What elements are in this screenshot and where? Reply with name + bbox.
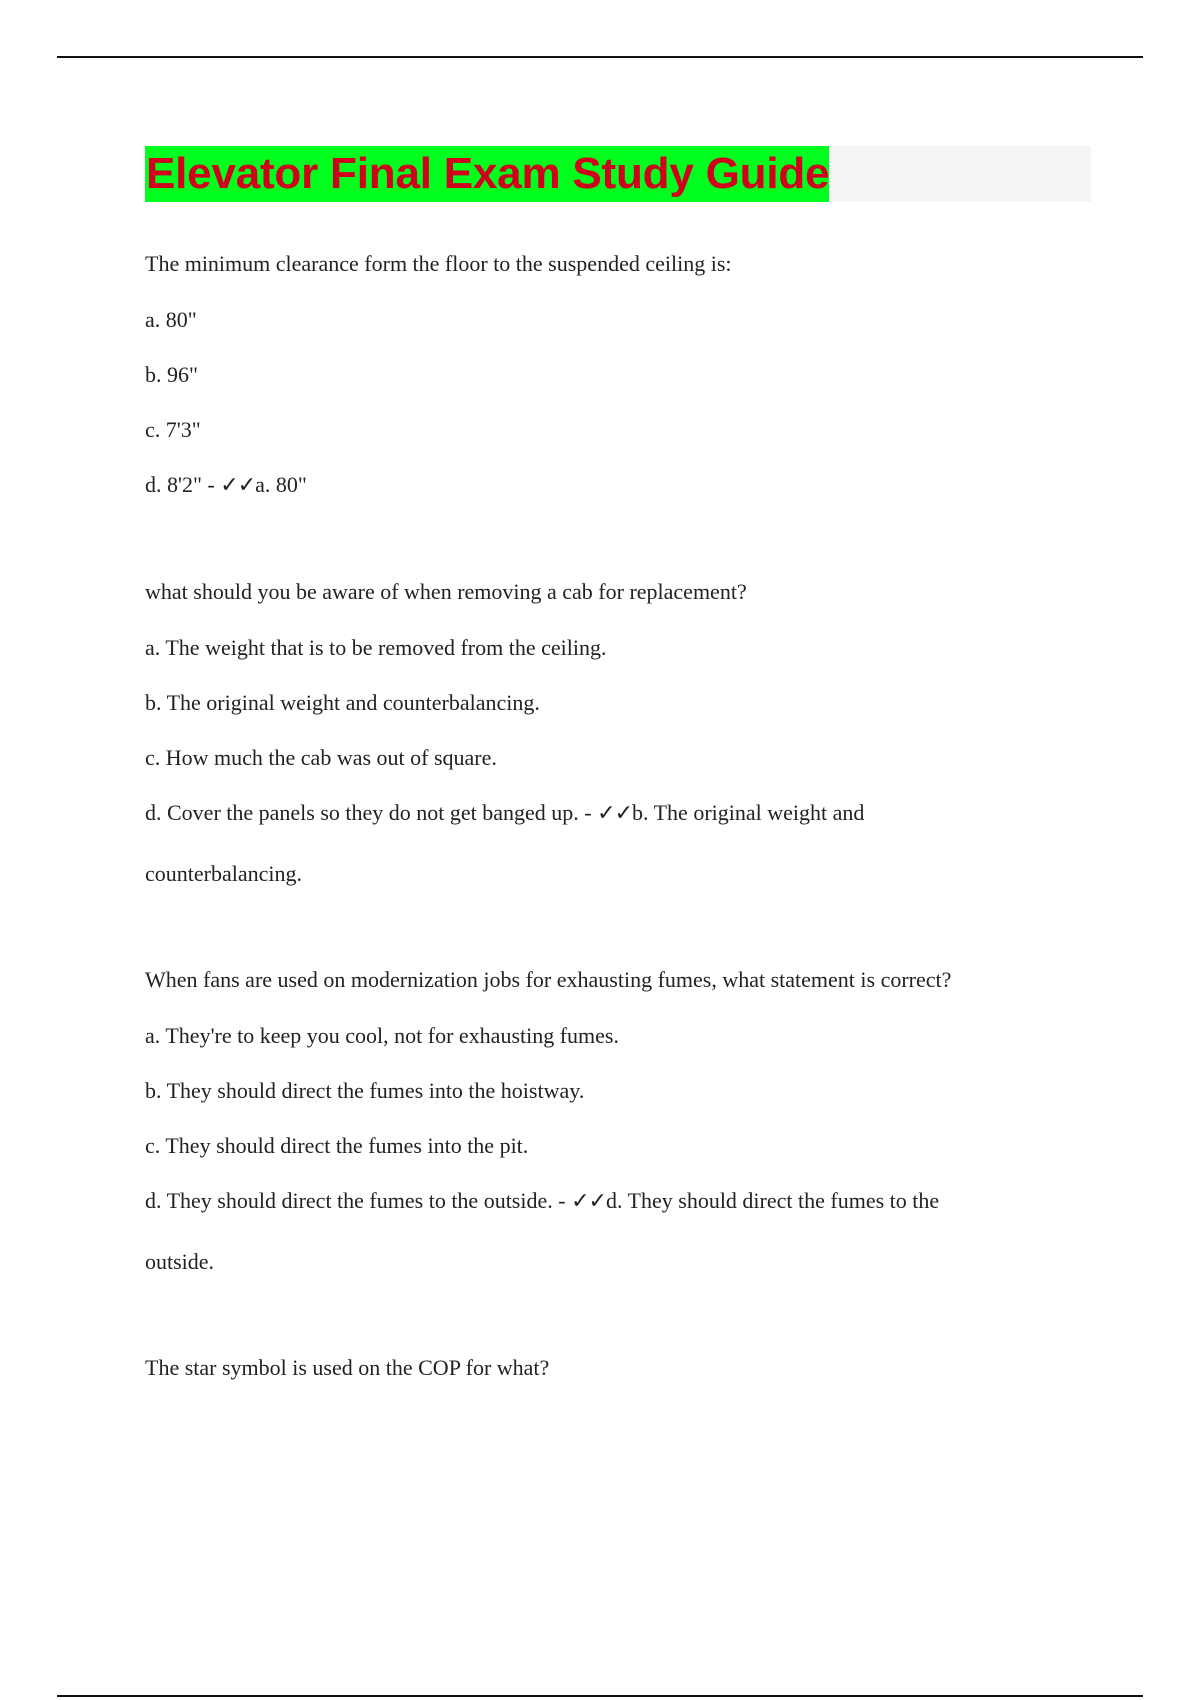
answer-option-with-key bbox=[145, 1187, 1105, 1276]
answer-option-with-key bbox=[145, 471, 1105, 500]
question-block bbox=[145, 250, 1105, 500]
answer-option: c. They should direct the fumes into the pit. bbox=[145, 1133, 529, 1158]
answer-line bbox=[145, 1187, 1105, 1216]
answer-option: c. How much the cab was out of square. bbox=[145, 745, 497, 770]
answer-option: a. The weight that is to be removed from the ceiling. bbox=[145, 635, 607, 660]
double-check-icon: ✓✓ bbox=[571, 1189, 606, 1214]
question-text: The star symbol is used on the COP for what? bbox=[145, 1355, 550, 1380]
answer-option: a. They're to keep you cool, not for exhausting fumes. bbox=[145, 1023, 619, 1048]
correct-answer: b. The original weight and bbox=[632, 800, 865, 825]
answer-option: b. The original weight and counterbalancing. bbox=[145, 690, 540, 715]
correct-answer: a. 80" bbox=[255, 472, 307, 497]
answer-option: b. They should direct the fumes into the hoistway. bbox=[145, 1078, 585, 1103]
answer-option: b. 96" bbox=[145, 362, 198, 387]
question-text: When fans are used on modernization jobs for exhausting fumes, what statement is correct? bbox=[145, 967, 952, 992]
bottom-rule bbox=[57, 1695, 1143, 1697]
question-text: what should you be aware of when removing a cab for replacement? bbox=[145, 579, 747, 604]
answer-option: d. Cover the panels so they do not get banged up. - bbox=[145, 800, 598, 825]
question-block bbox=[145, 578, 1105, 888]
correct-answer-continuation: outside. bbox=[145, 1249, 215, 1274]
title-highlight bbox=[145, 146, 829, 202]
answer-option: c. 7'3" bbox=[145, 417, 201, 442]
question-block bbox=[145, 1354, 1105, 1382]
double-check-icon: ✓✓ bbox=[220, 473, 256, 498]
answer-option-with-key bbox=[145, 799, 1105, 888]
answer-option: d. 8'2" - bbox=[145, 472, 221, 497]
document-body bbox=[145, 250, 1105, 1410]
correct-answer-continuation: counterbalancing. bbox=[145, 861, 302, 886]
answer-line bbox=[145, 799, 1105, 828]
answer-option: d. They should direct the fumes to the outside. - bbox=[145, 1188, 572, 1213]
question-text: The minimum clearance form the floor to the suspended ceiling is: bbox=[145, 251, 732, 276]
question-block bbox=[145, 966, 1105, 1276]
document-title: Elevator Final Exam Study Guide bbox=[146, 149, 830, 198]
double-check-icon: ✓✓ bbox=[597, 801, 633, 826]
top-rule bbox=[57, 56, 1143, 58]
correct-answer: d. They should direct the fumes to the bbox=[605, 1188, 940, 1213]
answer-option: a. 80" bbox=[145, 307, 197, 332]
